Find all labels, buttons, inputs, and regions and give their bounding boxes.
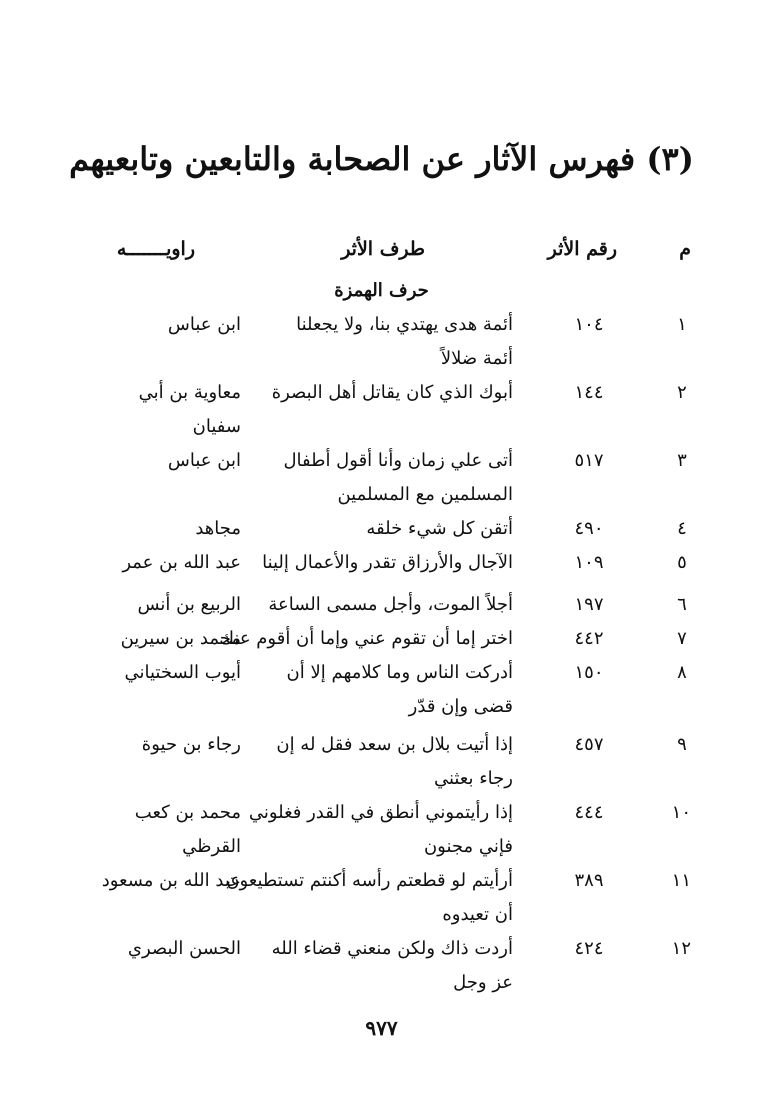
row-narrator-line: محمد بن كعب — [134, 802, 241, 823]
row-narrator — [43, 308, 241, 342]
row-text — [269, 588, 513, 622]
row-text — [262, 546, 513, 580]
row-index: ١٢ — [671, 938, 691, 959]
row-narrator-line: الحسن البصري — [127, 938, 241, 959]
row-number: ١٠٩ — [574, 552, 604, 573]
row-narrator-line: ابن عباس — [167, 450, 241, 471]
row-narrator-line: القرظي — [182, 836, 241, 857]
row-number: ٤٩٠ — [574, 518, 604, 539]
row-number: ١٥٠ — [574, 662, 604, 683]
row-number: ١٩٧ — [574, 594, 604, 615]
row-index: ١١ — [671, 870, 691, 891]
row-text — [269, 308, 513, 376]
row-index: ٦ — [677, 594, 687, 615]
page-title: (٣) فهرس الآثار عن الصحابة والتابعين وتابعيهم — [69, 140, 694, 178]
row-narrator — [43, 546, 241, 580]
row-narrator — [43, 656, 241, 690]
row-number: ١٤٤ — [574, 382, 604, 403]
row-narrator-line: عبد الله بن مسعود — [101, 870, 241, 891]
row-index: ١٠ — [671, 802, 691, 823]
row-text — [269, 444, 513, 512]
row-narrator-line: معاوية بن أبي — [138, 382, 241, 403]
row-text-line: اختر إما أن تقوم عني وإما أن أقوم عنك — [219, 628, 513, 649]
row-narrator-line: رجاء بن حيوة — [141, 734, 241, 755]
header-index: م — [679, 238, 691, 260]
row-text-line: عز وجل — [453, 972, 513, 993]
row-text — [269, 376, 513, 410]
row-text — [219, 622, 513, 656]
row-narrator — [43, 728, 241, 762]
row-number: ٥١٧ — [574, 450, 604, 471]
row-text-line: أئمة ضلالاً — [440, 348, 513, 369]
row-text-line: فإني مجنون — [423, 836, 513, 857]
row-index: ٥ — [677, 552, 687, 573]
row-narrator — [43, 864, 241, 898]
row-narrator — [43, 444, 241, 478]
row-text-line: أتقن كل شيء خلقه — [366, 518, 513, 539]
row-number: ٣٨٩ — [574, 870, 604, 891]
row-text-line: المسلمين مع المسلمين — [337, 484, 513, 505]
row-number: ٤٥٧ — [574, 734, 604, 755]
row-text-line: أردت ذاك ولكن منعني قضاء الله — [271, 938, 513, 959]
row-text-line: الآجال والأرزاق تقدر والأعمال إلينا — [262, 552, 513, 573]
row-text — [269, 656, 513, 724]
row-narrator-line: مجاهد — [195, 518, 241, 539]
row-narrator — [43, 796, 241, 864]
row-index: ٨ — [677, 662, 687, 683]
row-text-line: أدركت الناس وما كلامهم إلا أن — [286, 662, 513, 683]
row-text — [226, 864, 513, 932]
row-narrator-line: عبد الله بن عمر — [122, 552, 241, 573]
row-number: ٤٤٢ — [574, 628, 604, 649]
row-number: ١٠٤ — [574, 314, 604, 335]
section-heading: حرف الهمزة — [334, 280, 429, 301]
table-header — [0, 238, 763, 272]
row-narrator-line: سفيان — [192, 416, 241, 437]
row-index: ١ — [677, 314, 687, 335]
row-index: ٣ — [677, 450, 687, 471]
row-index: ٧ — [677, 628, 687, 649]
row-narrator — [43, 622, 241, 656]
row-narrator-line: ابن عباس — [167, 314, 241, 335]
row-narrator-line: أيوب السختياني — [124, 662, 241, 683]
row-index: ٩ — [677, 734, 687, 755]
row-number: ٤٤٤ — [574, 802, 604, 823]
page-number: ٩٧٧ — [365, 1016, 398, 1040]
row-text-line: أرأيتم لو قطعتم رأسه أكنتم تستطيعون — [226, 870, 513, 891]
row-text-line: أجلاً الموت، وأجل مسمى الساعة — [268, 594, 513, 615]
row-narrator — [43, 588, 241, 622]
row-text-line: أبوك الذي كان يقاتل أهل البصرة — [271, 382, 513, 403]
row-text-line: إذا أتيت بلال بن سعد فقل له إن — [276, 734, 513, 755]
row-text — [269, 932, 513, 1000]
row-number: ٤٢٤ — [574, 938, 604, 959]
row-text-line: أتى علي زمان وأنا أقول أطفال — [283, 450, 513, 471]
row-text — [269, 512, 513, 546]
row-narrator — [43, 376, 241, 444]
row-narrator-line: محمد بن سيرين — [120, 628, 241, 649]
row-text-line: أن تعيدوه — [442, 904, 513, 925]
row-text-line: رجاء بعثني — [433, 768, 513, 789]
row-index: ٢ — [677, 382, 687, 403]
header-number: رقم الأثر — [547, 238, 617, 260]
row-narrator — [43, 512, 241, 546]
row-index: ٤ — [677, 518, 687, 539]
row-text — [248, 796, 513, 864]
header-narrator: راويـــــــه — [116, 238, 195, 260]
header-text: طرف الأثر — [341, 238, 425, 260]
row-narrator — [43, 932, 241, 966]
row-text-line: أئمة هدى يهتدي بنا، ولا يجعلنا — [296, 314, 513, 335]
row-text — [269, 728, 513, 796]
row-text-line: قضى وإن قدّر — [408, 696, 513, 717]
row-text-line: إذا رأيتموني أنطق في القدر فغلوني — [248, 802, 513, 823]
row-narrator-line: الربيع بن أنس — [137, 594, 241, 615]
